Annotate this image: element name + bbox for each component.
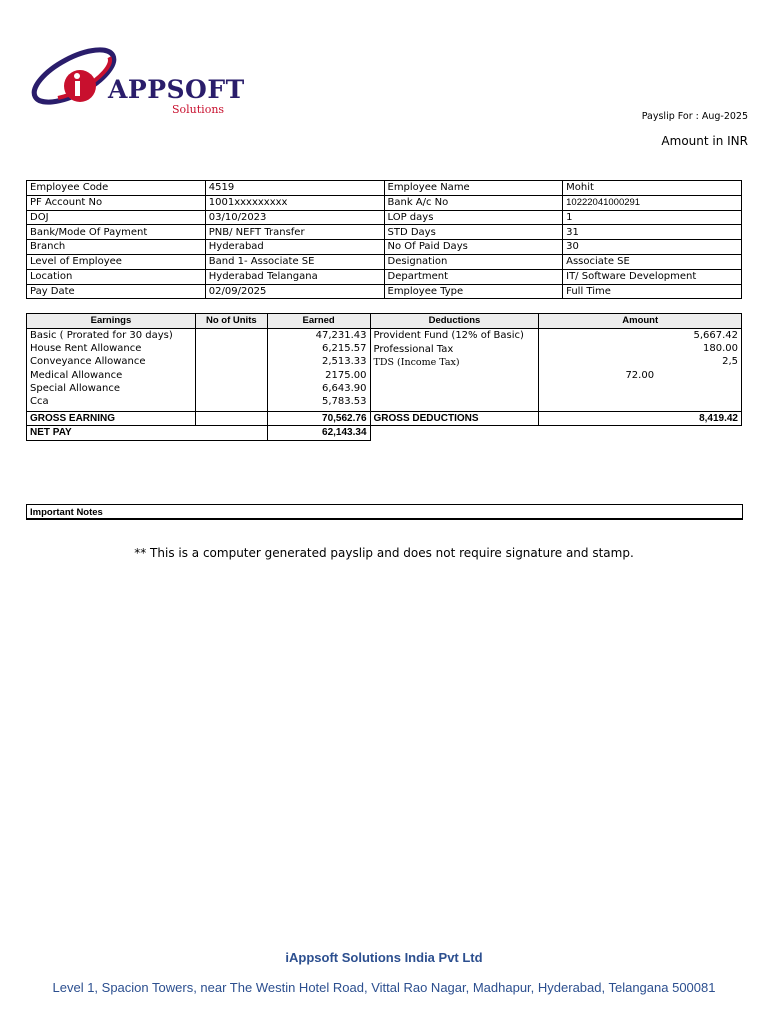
info-label: Employee Type (384, 284, 563, 299)
earning-name: Special Allowance (30, 383, 121, 395)
earning-name: Basic ( Prorated for 30 days) (30, 329, 173, 341)
footer-company-name: iAppsoft Solutions India Pvt Ltd (285, 950, 483, 965)
info-value: 10222041000291 (563, 195, 742, 210)
net-pay-label: NET PAY (27, 426, 268, 441)
company-logo (28, 38, 245, 118)
deduction-amount: 2,5 (722, 356, 738, 368)
gross-deductions-label: GROSS DEDUCTIONS (370, 411, 539, 426)
info-label: PF Account No (27, 195, 206, 210)
info-value: PNB/ NEFT Transfer (205, 225, 384, 240)
info-label: Department (384, 269, 563, 284)
info-label: DOJ (27, 210, 206, 225)
earnings-header: Earnings (27, 314, 196, 329)
gross-units-cell (195, 411, 267, 426)
earned-header: Earned (267, 314, 370, 329)
employee-info-row (27, 210, 742, 225)
earned-amount: 47,231.43 (315, 329, 367, 341)
employee-info-row (27, 240, 742, 255)
info-label: STD Days (384, 225, 563, 240)
deduction-names (370, 328, 539, 411)
footer-address: Level 1, Spacion Towers, near The Westin Hotel Road, Vittal Rao Nagar, Madhapur, Hyderabad, Telangana 500081 (52, 980, 716, 995)
deduction-name: TDS (Income Tax) (373, 357, 460, 369)
units-header: No of Units (195, 314, 267, 329)
payslip-period: Payslip For : Aug-2025 (641, 111, 748, 122)
info-value: Band 1- Associate SE (205, 254, 384, 269)
info-value: 1001xxxxxxxxx (205, 195, 384, 210)
info-label: No Of Paid Days (384, 240, 563, 255)
info-label: Designation (384, 254, 563, 269)
employee-info-table (26, 180, 742, 299)
info-label: Pay Date (27, 284, 206, 299)
net-pay-value: 62,143.34 (267, 426, 370, 441)
info-value: Associate SE (563, 254, 742, 269)
info-value: Hyderabad Telangana (205, 269, 384, 284)
info-value: 30 (563, 240, 742, 255)
info-value: 03/10/2023 (205, 210, 384, 225)
info-label: Bank A/c No (384, 195, 563, 210)
salary-header-row (27, 314, 742, 329)
earned-amount: 6,215.57 (321, 342, 367, 354)
info-value: Hyderabad (205, 240, 384, 255)
deduction-amount: 180.00 (703, 342, 738, 354)
employee-info-row (27, 269, 742, 284)
employee-info-row (27, 254, 742, 269)
deduction-name: Provident Fund (12% of Basic) (373, 329, 524, 341)
earned-amount: 5,783.53 (321, 396, 367, 408)
info-value: 4519 (205, 181, 384, 196)
important-notes: Important Notes (26, 504, 743, 520)
info-label: Location (27, 269, 206, 284)
earning-name: House Rent Allowance (30, 342, 142, 354)
earning-name: Conveyance Allowance (30, 356, 146, 368)
net-pay-row (27, 426, 742, 441)
info-label: LOP days (384, 210, 563, 225)
deduction-amount: 5,667.42 (693, 329, 738, 341)
logo-mark-icon (28, 38, 118, 118)
earned-amounts (267, 328, 370, 411)
deduction-amounts (539, 328, 742, 411)
deduction-amount-overflow: 72.00 (625, 369, 655, 381)
info-label: Level of Employee (27, 254, 206, 269)
info-label: Branch (27, 240, 206, 255)
earning-name: Cca (30, 396, 49, 408)
info-value: 1 (563, 210, 742, 225)
info-label: Employee Code (27, 181, 206, 196)
info-value: Full Time (563, 284, 742, 299)
earnings-names (27, 328, 196, 411)
amount-header: Amount (539, 314, 742, 329)
info-label: Employee Name (384, 181, 563, 196)
employee-info-row (27, 195, 742, 210)
gross-earning-value: 70,562.76 (267, 411, 370, 426)
salary-body-row (27, 328, 742, 411)
disclaimer-text: ** This is a computer generated payslip and does not require signature and stamp. (134, 546, 634, 560)
info-value: Mohit (563, 181, 742, 196)
earned-amount: 2175.00 (325, 369, 367, 381)
employee-info-row (27, 225, 742, 240)
earned-amount: 6,643.90 (321, 383, 367, 395)
deduction-name: Professional Tax (373, 343, 454, 355)
logo-tagline: Solutions (172, 103, 225, 116)
info-label: Bank/Mode Of Payment (27, 225, 206, 240)
employee-info-row (27, 181, 742, 196)
info-value: IT/ Software Development (563, 269, 742, 284)
gross-row (27, 411, 742, 426)
salary-table (26, 313, 742, 441)
employee-info-row (27, 284, 742, 299)
gross-earning-label: GROSS EARNING (27, 411, 196, 426)
info-value: 02/09/2025 (205, 284, 384, 299)
currency-note: Amount in INR (661, 134, 748, 148)
earned-amount: 2,513.33 (321, 356, 367, 368)
earning-name: Medical Allowance (30, 369, 123, 381)
gross-deductions-value: 8,419.42 (539, 411, 742, 426)
deductions-header: Deductions (370, 314, 539, 329)
logo-brand-text: APPSOFT (108, 75, 245, 104)
info-value: 31 (563, 225, 742, 240)
units-cell (195, 328, 267, 411)
